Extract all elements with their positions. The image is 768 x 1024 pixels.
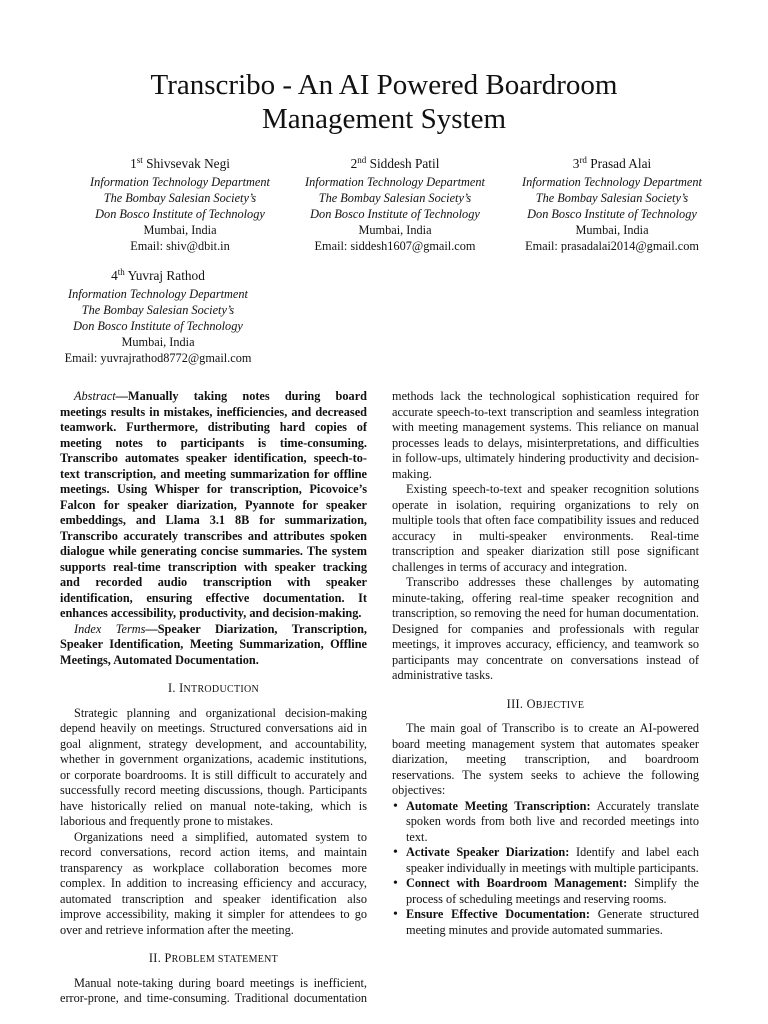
objective-list <box>392 799 699 939</box>
author-institute: Don Bosco Institute of Technology <box>95 207 265 221</box>
right-column <box>392 389 699 938</box>
author-block-3 <box>497 155 727 254</box>
abstract-text: —Manually taking notes during board meetings results in mistakes, inefficiencies, and decreased teamwork. Furthermore, distributing hard copies of meeting notes to participants is time-consuming. Transcribo automates speaker identification, speech-to-text transcription, and meeting summarization for offline meetings. Using Whisper for transcription, Picovoice’s Falcon for speaker diarization, Pyannote for speaker embeddings, and Llama 3.1 8B for summarization, Transcribo accurately transcribes and attributes spoken dialogue while generating concise summaries. The system supports real-time transcription with speaker tracking and recorded audio transcription with speaker identification, ensuring effective documentation. It enhances accessibility, productivity, and decision-making. <box>60 389 367 620</box>
intro-paragraph-1: Strategic planning and organizational decision-making depend heavily on meetings. Structured conversations aid in goal alignment, strategy development, and accountability, whether in government organizations, academic institutions, or corporate boardrooms. It is still difficult to accurately and successfully record meeting discussions, though. Participants have historically relied on manual note-taking, which is laborious and frequently prone to mistakes. <box>60 705 367 828</box>
author-organization: The Bombay Salesian Society’s <box>81 303 235 317</box>
problem-paragraph-1-start: Manual note-taking during board meetings is inefficient, error-prone, and time-consuming. Traditional documentation <box>60 975 367 1005</box>
author-department: Information Technology Department <box>522 175 702 189</box>
bullet-icon: • <box>393 845 398 860</box>
abstract-label: Abstract <box>74 389 116 403</box>
author-city: Mumbai, India <box>358 223 432 237</box>
author-name: 2nd Siddesh Patil <box>350 155 440 171</box>
intro-paragraph-2: Organizations need a simplified, automated system to record conversations, record action items, and maintain transparency as workplace collaboration becomes more complex. In addition to increasing efficiency and accuracy, automated transcription and speaker identification also improve accessibility, making it simpler for attendees to go over and retrieve information after the meeting. <box>60 829 367 937</box>
index-terms-label: Index Terms <box>74 621 146 636</box>
index-terms-paragraph <box>60 622 367 669</box>
author-email: Email: yuvrajrathod8772@gmail.com <box>64 351 252 365</box>
author-email: Email: siddesh1607@gmail.com <box>314 239 476 253</box>
author-block-1 <box>65 155 295 254</box>
author-email: Email: prasadalai2014@gmail.com <box>525 239 699 253</box>
author-organization: The Bombay Salesian Society’s <box>535 191 689 205</box>
list-item: • Activate Speaker Diarization: Identify and label each speaker individually in meetings with multiple participants. <box>393 845 699 875</box>
author-email: Email: shiv@dbit.in <box>130 239 230 253</box>
author-organization: The Bombay Salesian Society’s <box>318 191 472 205</box>
author-institute: Don Bosco Institute of Technology <box>310 207 480 221</box>
author-block-4 <box>43 267 273 366</box>
paper-title-line-1: Transcribo - An AI Powered Boardroom <box>150 69 618 101</box>
author-institute: Don Bosco Institute of Technology <box>73 319 243 333</box>
abstract-paragraph <box>60 389 367 622</box>
author-department: Information Technology Department <box>68 287 248 301</box>
author-name: 4th Yuvraj Rathod <box>111 267 205 283</box>
index-terms-text: —Speaker Diarization, Transcription, Speaker Identification, Meeting Summarization, Offline Meetings, Automated Documentation. <box>60 621 367 667</box>
problem-paragraph-1-cont: methods lack the technological sophistication required for accurate speech-to-text transcription and seamless integration with meeting management systems. This reliance on manual processes leads to delays, misinterpretations, and difficulties in follow-ups, ultimately hindering productivity and decision-making. <box>392 389 699 481</box>
section-heading-problem-statement: II. PROBLEM STATEMENT <box>148 951 279 965</box>
problem-paragraph-2: Existing speech-to-text and speaker recognition solutions operate in isolation, requiring organizations to rely on multiple tools that often face compatibility issues and reduced accuracy in multi-speaker environments. Real-time transcription and speaker diarization still pose significant challenges in terms of accuracy and integration. <box>392 482 699 574</box>
author-organization: The Bombay Salesian Society’s <box>103 191 257 205</box>
list-item: • Ensure Effective Documentation: Generate structured meeting minutes and provide automated summaries. <box>393 907 699 937</box>
author-department: Information Technology Department <box>90 175 270 189</box>
author-city: Mumbai, India <box>143 223 217 237</box>
section-heading-objective: III. OBJECTIVE <box>506 696 585 711</box>
list-item: • Automate Meeting Transcription: Accurately translate spoken words from both live and recorded meetings into text. <box>393 798 700 844</box>
author-city: Mumbai, India <box>121 335 195 349</box>
author-name: 3rd Prasad Alai <box>572 155 652 171</box>
paper-title-line-2: Management System <box>261 103 507 135</box>
problem-paragraph-3: Transcribo addresses these challenges by automating minute-taking, offering real-time speaker recognition and transcription, so removing the need for human documentation. Designed for companies and professionals with regular meetings, it improves accuracy, efficiency, and teamwork so participants may concentrate on conversations instead of administrative tasks. <box>392 575 700 682</box>
author-institute: Don Bosco Institute of Technology <box>527 207 697 221</box>
bullet-icon: • <box>393 907 398 922</box>
left-column <box>60 389 367 1007</box>
author-name: 1st Shivsevak Negi <box>130 155 230 171</box>
objective-paragraph-1: The main goal of Transcribo is to create an AI-powered board meeting management system that automates speaker diarization, meeting transcription, and boardroom reservations. The system seeks to achieve the following objectives: <box>392 721 699 797</box>
list-item: • Connect with Boardroom Management: Simplify the process of scheduling meetings and reserving rooms. <box>393 876 700 906</box>
bullet-icon: • <box>393 798 398 814</box>
section-heading-introduction: I. INTRODUCTION <box>167 681 260 695</box>
author-city: Mumbai, India <box>575 223 649 237</box>
abstract <box>60 389 367 668</box>
bullet-icon: • <box>393 876 398 891</box>
author-block-2 <box>280 155 510 254</box>
author-department: Information Technology Department <box>305 175 485 189</box>
paper-title <box>0 68 768 136</box>
